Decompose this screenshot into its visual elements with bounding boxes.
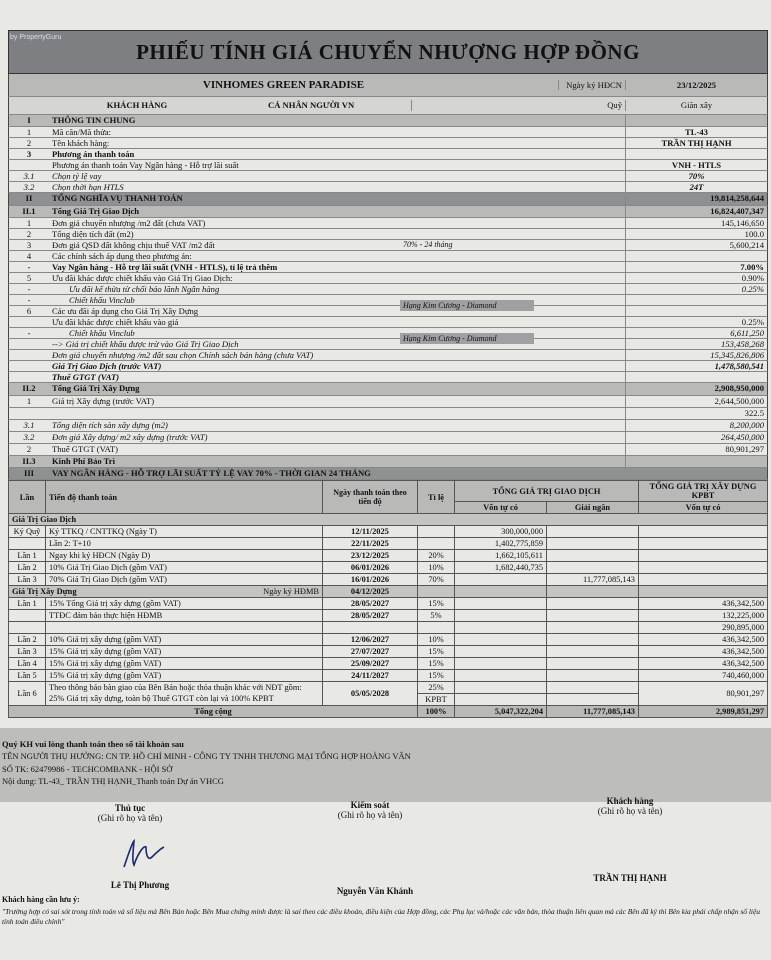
row-value: 100.0: [625, 229, 767, 239]
date-value: 23/12/2025: [625, 80, 767, 91]
signature-block-procedure: [85, 803, 175, 823]
row-value: 322.5: [625, 408, 767, 419]
bank-line-3: SỐ TK: 62479986 - TECHCOMBANK - HỘI SỞ: [2, 763, 173, 774]
info-row: [8, 160, 768, 171]
cell-von: [455, 622, 547, 634]
cell-ti_le: 15%: [418, 646, 455, 658]
table-row: [8, 218, 768, 229]
header-lan: Lần: [9, 481, 46, 514]
sig-title: Kiểm soát: [350, 800, 390, 810]
header-progress: Tiến độ thanh toán: [46, 481, 323, 514]
contract-date: 04/12/2025: [323, 586, 418, 598]
note-text: "Trường hợp có sai sót trong tính toán và số liệu mà Bên Bán hoặc Bên Mua chứng minh được là sai theo các điều khoản, điều kiện của Hợp đồng, các Phụ lục và/hoặc các văn bản, thỏa thuận liên quan mà các Bên đã ký thì Bên kia phải chấp nhận số liệu tính toán điều chỉnh": [2, 907, 760, 926]
cell-von: [455, 610, 547, 622]
row-label: Đơn giá chuyển nhượng /m2 đất (chưa VAT): [52, 218, 206, 228]
row-no: 2: [26, 138, 32, 148]
cell-gn: [547, 538, 639, 550]
row-no: -: [27, 262, 31, 272]
cell-gn: [547, 610, 639, 622]
row-value: [625, 251, 767, 261]
diamond-note-1: Hạng Kim Cương - Diamond: [400, 300, 534, 311]
cell-lan: Lần 2: [9, 562, 46, 574]
row-label: Phương án thanh toán: [52, 149, 135, 159]
cell-lan: [9, 622, 46, 634]
handwritten-signature: [118, 835, 168, 875]
subsection-header: [8, 383, 768, 396]
table-row: [9, 574, 768, 586]
row-label: Các chính sách áp dụng theo phương án:: [52, 251, 192, 261]
cell-gn: [547, 646, 639, 658]
sig-name-1: Lê Thị Phương: [110, 880, 170, 890]
group-contract-note: Ngày ký HĐMB: [263, 587, 319, 596]
cell-xd: 740,460,000: [639, 670, 768, 682]
row-progress: Theo thông báo bàn giao của Bên Bán hoặc thỏa thuận khác với NĐT gồm: 25% Giá trị xây dựng, toàn bộ Thuế GTGT còn lại và 100% KPBT: [46, 682, 323, 706]
table-row: [9, 526, 768, 538]
cell-xd: 436,342,500: [639, 646, 768, 658]
cell-xd: 132,225,000: [639, 610, 768, 622]
subsection-title: Tổng Giá Trị Giao Dịch: [52, 206, 140, 216]
project-name: VINHOMES GREEN PARADISE: [202, 78, 365, 91]
row-no: 3.2: [23, 182, 35, 192]
row-label: Giá Trị Giao Dịch (trước VAT): [52, 361, 162, 371]
transaction-payment-rows: [9, 526, 768, 586]
row-value: 264,450,000: [625, 432, 767, 443]
cell-ngay: 12/06/2027: [323, 634, 418, 646]
subsection-title: Kinh Phí Bảo Trì: [52, 456, 115, 466]
row-value: 145,146,650: [625, 218, 767, 228]
cell-von: [455, 634, 547, 646]
watermark: by PropertyGuru: [10, 34, 62, 41]
cell-ti_le: 15%: [418, 658, 455, 670]
row-label: Chiết khấu Vinclub: [69, 328, 135, 338]
payment-plan: VNH - HTLS: [625, 160, 767, 170]
row-construction: 80,901,297: [639, 682, 768, 706]
cell-gn: [547, 526, 639, 538]
cell-gn: [547, 562, 639, 574]
row-value: 153,458,268: [625, 339, 767, 349]
row-no: 4: [26, 251, 32, 261]
sig-sub: (Ghi rõ họ và tên): [597, 806, 663, 816]
row-label: Đơn giá Xây dựng/ m2 xây dựng (trước VAT): [52, 432, 208, 442]
row-label: Đơn giá QSD đất không chịu thuế VAT /m2 đất: [52, 240, 215, 250]
table-row: [8, 240, 768, 251]
row-ratio-kpbt: KPBT: [418, 694, 455, 706]
payment-schedule-table: [8, 480, 768, 718]
cell-xd: [639, 526, 768, 538]
row-value: 8,200,000: [625, 420, 767, 431]
document-title-bar: [8, 30, 768, 74]
row-label: Vay Ngân hàng - Hỗ trợ lãi suất (VNH - HTLS), tỉ lệ trả thêm: [52, 262, 278, 272]
total-ratio: 100%: [418, 706, 455, 718]
cell-von: [455, 658, 547, 670]
info-row: [8, 149, 768, 160]
cell-von: [455, 646, 547, 658]
subsection-no: II.3: [22, 456, 36, 466]
row-label: Ưu đãi kế thừa từ chối bảo lãnh Ngân hàng: [69, 284, 220, 294]
row-no: -: [27, 328, 31, 338]
cell-xd: [639, 550, 768, 562]
policy-note: 70% - 24 tháng: [403, 240, 453, 249]
row-no: 6: [26, 306, 32, 316]
header-own-capital: Vốn tự có: [455, 502, 547, 514]
row-no: [9, 160, 49, 170]
group-row: [9, 514, 768, 526]
table-row: [8, 420, 768, 432]
cell-lan: Lần 1: [9, 550, 46, 562]
cell-xd: 436,342,500: [639, 634, 768, 646]
section-3-no: III: [23, 468, 35, 478]
row-label: Giá trị Xây dựng (trước VAT): [52, 396, 155, 406]
cell-von: 1,402,775,859: [455, 538, 547, 550]
header-ratio: Tỉ lệ: [418, 481, 455, 514]
subsection-value: 2,908,950,000: [625, 383, 767, 395]
table-row: [9, 682, 768, 694]
bank-info: [0, 728, 771, 802]
cell-ti_le: 5%: [418, 610, 455, 622]
section-2-title: TỔNG NGHĨA VỤ THANH TOÁN: [52, 193, 183, 203]
info-row: [8, 138, 768, 149]
cell-gn: [547, 634, 639, 646]
row-no: [9, 350, 49, 360]
price-sheet: [8, 30, 768, 718]
table-row: [8, 432, 768, 444]
sig-name-2: Nguyễn Văn Khánh: [336, 886, 414, 896]
cell-ti_le: 15%: [418, 598, 455, 610]
row-label: Thuế GTGT (VAT): [52, 372, 120, 382]
cell-tien_do: 15% Giá trị xây dựng (gồm VAT): [46, 670, 323, 682]
section-2-no: II: [25, 193, 33, 203]
cell-xd: 290,895,000: [639, 622, 768, 634]
cell-ti_le: [418, 622, 455, 634]
table-row: [9, 550, 768, 562]
fund-label: Quỹ: [411, 100, 625, 111]
row-value: 0.25%: [625, 317, 767, 327]
signature-block-customer: [575, 796, 685, 816]
cell-ngay: 06/01/2026: [323, 562, 418, 574]
customer-row: [8, 97, 768, 115]
total-disbursement: 11,777,085,143: [547, 706, 639, 718]
total-obligation: 19,814,258,644: [625, 193, 767, 205]
sig-title: Thủ tục: [114, 803, 146, 813]
support-term: 24T: [625, 182, 767, 192]
row-date: 05/05/2028: [323, 682, 418, 706]
section-1-no: I: [27, 115, 31, 125]
info-row: [8, 127, 768, 138]
row-no: 3.2: [23, 432, 35, 442]
cell-von: [455, 574, 547, 586]
table-row: [9, 658, 768, 670]
diamond-note-2: Hạng Kim Cương - Diamond: [400, 333, 534, 344]
row-lan: Lần 6: [9, 682, 46, 706]
header-date: Ngày thanh toán theo tiến độ: [323, 481, 418, 514]
section-3-title: VAY NGÂN HÀNG - HỖ TRỢ LÃI SUẤT TỶ LỆ VAY 70% - THỜI GIAN 24 THÁNG: [52, 468, 371, 478]
cell-ngay: 28/05/2027: [323, 598, 418, 610]
table-row: [8, 361, 768, 372]
row-label: Chiết khấu Vinclub: [69, 295, 135, 305]
cell-gn: [547, 550, 639, 562]
cell-ngay: 25/09/2027: [323, 658, 418, 670]
table-row: [8, 317, 768, 328]
cell-tien_do: TTĐC đảm bảo thực hiện HĐMB: [46, 610, 323, 622]
table-row: [9, 646, 768, 658]
cell-gn: [547, 622, 639, 634]
row-no: [9, 339, 49, 349]
transaction-value-rows: [8, 218, 768, 383]
cell-xd: [639, 574, 768, 586]
row-label: Thuế GTGT (VAT): [52, 444, 119, 454]
header-construction-total: TỔNG GIÁ TRỊ XÂY DỰNG KPBT: [639, 481, 768, 502]
total-row: [9, 706, 768, 718]
cell-gn: [547, 598, 639, 610]
cell-tien_do: 10% Giá Trị Giao Dịch (gồm VAT): [46, 562, 323, 574]
row-no: 1: [26, 218, 32, 228]
row-no: 1: [26, 127, 32, 137]
header-transaction-total: TỔNG GIÁ TRỊ GIAO DỊCH: [455, 481, 639, 502]
row-value: 0.90%: [625, 273, 767, 283]
total-label: Tổng cộng: [9, 706, 418, 718]
row-no: [9, 361, 49, 371]
row-ratio: 25%: [418, 682, 455, 694]
total-own-capital: 5,047,322,204: [455, 706, 547, 718]
cell-ti_le: 15%: [418, 670, 455, 682]
table-row: [8, 273, 768, 284]
table-row: [9, 562, 768, 574]
row-value: 7.00%: [625, 262, 767, 272]
table-row: [8, 262, 768, 273]
cell-ngay: 16/01/2026: [323, 574, 418, 586]
row-label: Ưu đãi khác được chiết khấu vào Giá Trị Giao Dịch:: [52, 273, 233, 283]
bank-line-4: Nội dung: TL-43_ TRẦN THỊ HẠNH_Thanh toán Dự án VHCG: [2, 775, 224, 786]
cell-tien_do: [46, 622, 323, 634]
table-row: [8, 396, 768, 408]
row-value: 6,611,250: [625, 328, 767, 338]
cell-ti_le: 20%: [418, 550, 455, 562]
cell-von: [455, 670, 547, 682]
row-no: 3: [26, 149, 32, 159]
cell-ngay: 24/11/2027: [323, 670, 418, 682]
table-row: [9, 634, 768, 646]
table-row: [8, 328, 768, 339]
row-value: 2,644,500,000: [625, 396, 767, 407]
subsection-title: Tổng Giá Trị Xây Dựng: [52, 383, 140, 393]
cell-lan: [9, 610, 46, 622]
row-label: Tên khách hàng:: [52, 138, 110, 148]
document-title: PHIẾU TÍNH GIÁ CHUYỂN NHƯỢNG HỢP ĐỒNG: [136, 39, 640, 64]
cell-von: [455, 598, 547, 610]
cell-ti_le: 10%: [418, 562, 455, 574]
cell-ngay: 23/12/2025: [323, 550, 418, 562]
section-1-header: [8, 115, 768, 127]
row-no: 1: [26, 396, 32, 406]
row-value: [625, 372, 767, 382]
row-label: Chọn thời hạn HTLS: [52, 182, 124, 192]
header-own-capital-2: Vốn tự có: [639, 502, 768, 514]
cell-ngay: 22/11/2025: [323, 538, 418, 550]
bank-line-2: TÊN NGƯỜI THỤ HƯỞNG: CN TP. HỒ CHÍ MINH - CÔNG TY TNHH THƯƠNG MẠI TỔNG HỢP HOÀNG VÂN: [2, 751, 411, 762]
cell-ngay: 28/05/2027: [323, 610, 418, 622]
cell-von: 1,682,440,735: [455, 562, 547, 574]
cell-gn: 11,777,085,143: [547, 574, 639, 586]
row-no: 5: [26, 273, 32, 283]
cell-ti_le: 10%: [418, 634, 455, 646]
info-row: [8, 171, 768, 182]
cell-von: 1,662,105,611: [455, 550, 547, 562]
customer-name: TRẦN THỊ HẠNH: [625, 138, 767, 148]
row-no: [9, 408, 49, 419]
table-row: [8, 372, 768, 383]
cell-ngay: 27/07/2027: [323, 646, 418, 658]
table-row: [8, 284, 768, 295]
row-label: Ưu đãi khác được chiết khấu vào giá: [52, 317, 179, 327]
cell-lan: Lần 5: [9, 670, 46, 682]
row-no: [9, 317, 49, 327]
table-row: [8, 339, 768, 350]
row-no: 3: [26, 240, 32, 250]
table-header-row: [9, 481, 768, 502]
sig-sub: (Ghi rõ họ và tên): [337, 810, 403, 820]
row-no: 3.1: [23, 171, 35, 181]
row-label: Phương án thanh toán Vay Ngân hàng - Hỗ trợ lãi suất: [52, 160, 239, 170]
cell-ti_le: [418, 538, 455, 550]
table-row: [8, 306, 768, 317]
subsection-no: II.1: [22, 206, 36, 216]
cell-lan: Lần 2: [9, 634, 46, 646]
subsection-no: II.2: [22, 383, 36, 393]
cell-tien_do: Lần 2: T+10: [46, 538, 323, 550]
sig-title: Khách hàng: [606, 796, 654, 806]
subsection-header: [8, 456, 768, 468]
row-value: [625, 149, 767, 159]
row-label: --> Giá trị chiết khấu được trừ vào Giá Trị Giao Dịch: [52, 339, 239, 349]
cell-ti_le: [418, 526, 455, 538]
construction-payment-rows: [9, 598, 768, 682]
row-no: 2: [26, 229, 32, 239]
subsection-value: 16,824,407,347: [625, 206, 767, 217]
row-label: Tổng diện tích đất (m2): [52, 229, 134, 239]
group-transaction-label: Giá Trị Giao Dịch: [9, 514, 768, 526]
cell-lan: Ký Quỹ: [9, 526, 46, 538]
row-value: 1,478,580,541: [625, 361, 767, 371]
row-label: [49, 408, 625, 419]
fund-value: Giãn xây: [625, 100, 767, 111]
table-row: [8, 229, 768, 240]
cell-lan: Lần 4: [9, 658, 46, 670]
row-label: Mã căn/Mã thửa:: [52, 127, 112, 137]
cell-gn: [547, 670, 639, 682]
cell-lan: Lần 1: [9, 598, 46, 610]
section-1-title: THÔNG TIN CHUNG: [52, 115, 136, 125]
row-label: Các ưu đãi áp dụng cho Giá Trị Xây Dựng: [52, 306, 199, 316]
subsection-header: [8, 206, 768, 218]
signature-block-control: [320, 800, 420, 820]
cell-xd: [639, 538, 768, 550]
group-construction-label: Giá Trị Xây Dựng: [12, 587, 77, 596]
cell-gn: [547, 658, 639, 670]
section-2-header: [8, 193, 768, 206]
table-row: [8, 350, 768, 361]
note-label: Khách hàng cần lưu ý:: [2, 895, 80, 904]
row-no: [9, 372, 49, 382]
row-label: Chọn tỷ lệ vay: [52, 171, 102, 181]
total-construction: 2,989,851,297: [639, 706, 768, 718]
row-value: [625, 306, 767, 316]
unit-code: TL-43: [625, 127, 767, 137]
cell-xd: [639, 562, 768, 574]
section-1-value: [625, 115, 767, 126]
table-row: [8, 295, 768, 306]
table-row: [8, 444, 768, 456]
cell-lan: [9, 538, 46, 550]
sig-sub: (Ghi rõ họ và tên): [97, 813, 163, 823]
row-no: 3.1: [23, 420, 35, 430]
cell-xd: 436,342,500: [639, 598, 768, 610]
project-row: [8, 74, 768, 97]
construction-value-rows: [8, 396, 768, 456]
cell-ngay: [323, 622, 418, 634]
row-no: -: [27, 284, 31, 294]
cell-von: 300,000,000: [455, 526, 547, 538]
cell-tien_do: 15% Giá trị xây dựng (gồm VAT): [46, 658, 323, 670]
row-label: Tổng diện tích sàn xây dựng (m2): [52, 420, 168, 430]
cell-xd: 436,342,500: [639, 658, 768, 670]
cell-tien_do: 10% Giá trị xây dựng (gồm VAT): [46, 634, 323, 646]
table-row: [9, 622, 768, 634]
cell-ti_le: 70%: [418, 574, 455, 586]
date-label: Ngày ký HĐCN: [558, 80, 625, 91]
subsection-value: [625, 456, 767, 467]
header-disbursement: Giải ngân: [547, 502, 639, 514]
row-value: 80,901,297: [625, 444, 767, 455]
table-row: [8, 251, 768, 262]
table-row: [9, 598, 768, 610]
row-label: Đơn giá chuyển nhượng /m2 đất sau chọn Chính sách bán hàng (chưa VAT): [52, 350, 314, 360]
cell-tien_do: 15% Giá trị xây dựng (gồm VAT): [46, 646, 323, 658]
row-value: 15,345,826,806: [625, 350, 767, 360]
info-row: [8, 182, 768, 193]
cell-tien_do: Ngay khi ký HĐCN (Ngày D): [46, 550, 323, 562]
row-value: 0.25%: [625, 284, 767, 294]
loan-ratio: 70%: [625, 171, 767, 181]
cell-tien_do: 70% Giá Trị Giao Dịch (gồm VAT): [46, 574, 323, 586]
cell-ngay: 12/11/2025: [323, 526, 418, 538]
cell-lan: Lần 3: [9, 574, 46, 586]
row-value: [625, 295, 767, 305]
row-value: 5,600,214: [625, 240, 767, 250]
cell-tien_do: Ký TTKQ / CNTTKQ (Ngày T): [46, 526, 323, 538]
cell-lan: Lần 3: [9, 646, 46, 658]
sig-name-3: TRẦN THỊ HẠNH: [593, 873, 667, 883]
table-row: [8, 408, 768, 420]
group-row: [9, 586, 768, 598]
customer-type: CÁ NHÂN NGƯỜI VN: [268, 100, 355, 111]
row-no: 2: [26, 444, 32, 454]
table-row: [9, 670, 768, 682]
section-3-header: [8, 468, 768, 480]
bank-line-1: Quý KH vui lòng thanh toán theo số tài khoản sau: [2, 739, 184, 749]
cell-tien_do: 15% Tổng Giá trị xây dựng (gồm VAT): [46, 598, 323, 610]
row-no: -: [27, 295, 31, 305]
table-row: [9, 610, 768, 622]
customer-label: KHÁCH HÀNG: [106, 100, 168, 111]
table-row: [9, 538, 768, 550]
